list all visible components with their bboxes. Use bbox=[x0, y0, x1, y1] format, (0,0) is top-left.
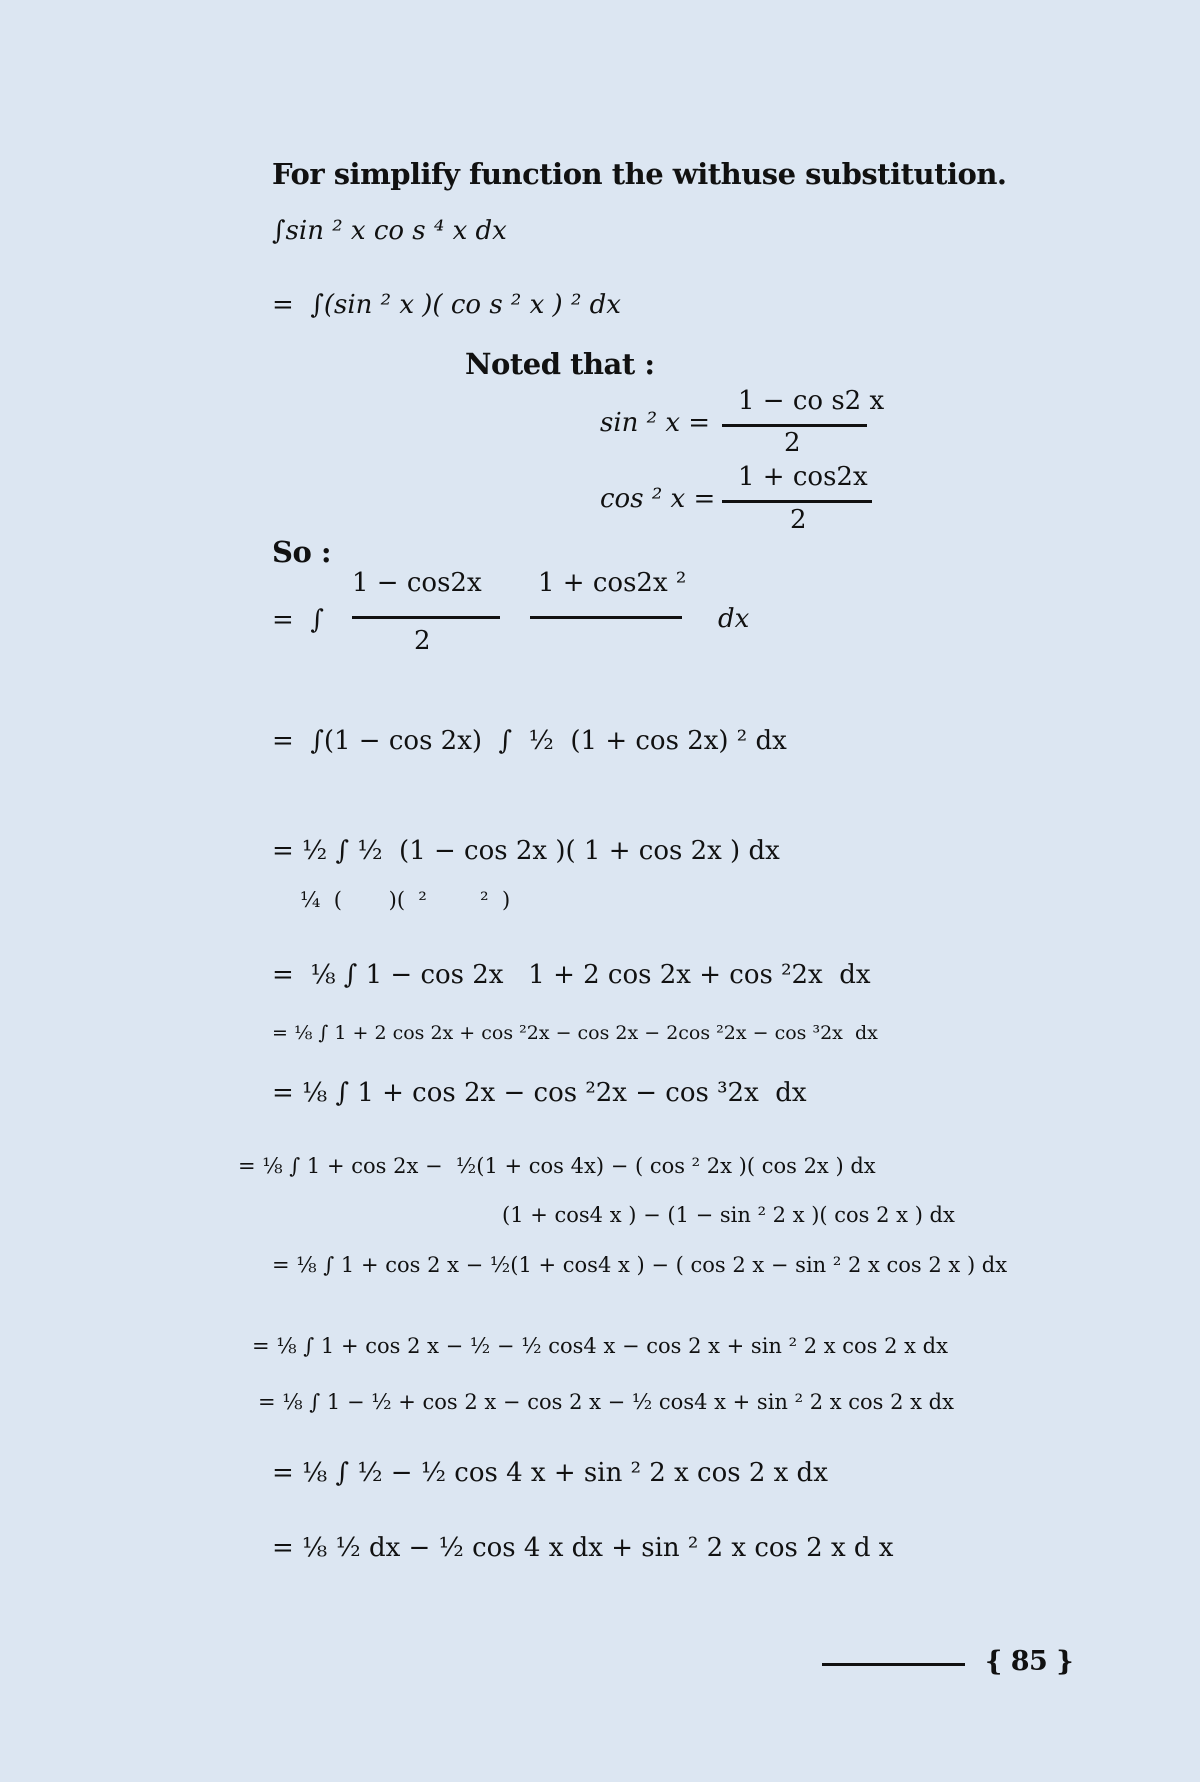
step10: = ⅛ ∫ 1 − ½ + cos 2 x − cos 2 x − ½ cos4 x + sin ² 2 x cos 2 x dx bbox=[258, 1390, 954, 1414]
page-number: { 85 } bbox=[985, 1646, 1074, 1677]
identity-sin-numerator: 1 − co s2 x bbox=[738, 386, 885, 416]
fraction-bar bbox=[722, 424, 867, 427]
fraction-bar bbox=[352, 616, 500, 619]
step7-continued: (1 + cos4 x ) − (1 − sin ² 2 x )( cos 2 x ) dx bbox=[502, 1203, 955, 1227]
step4: = ⅛ ∫ 1 − cos 2x 1 + 2 cos 2x + cos ²2x dx bbox=[272, 960, 871, 990]
heading: For simplify function the withuse substitution. bbox=[272, 157, 1007, 191]
step7: = ⅛ ∫ 1 + cos 2x − ½(1 + cos 4x) − ( cos ² 2x )( cos 2x ) dx bbox=[238, 1154, 876, 1178]
step6: = ⅛ ∫ 1 + cos 2x − cos ²2x − cos ³2x dx bbox=[272, 1078, 807, 1108]
step1-numerator-a: 1 − cos2x bbox=[352, 568, 482, 598]
step1-dx: dx bbox=[718, 604, 750, 634]
identity-sin-denominator: 2 bbox=[784, 428, 801, 458]
step11: = ⅛ ∫ ½ − ½ cos 4 x + sin ² 2 x cos 2 x dx bbox=[272, 1458, 828, 1488]
identity-sin-lhs: sin ² x = bbox=[600, 408, 711, 438]
expr-rewritten: = ∫(sin ² x )( co s ² x ) ² dx bbox=[272, 290, 621, 320]
step9: = ⅛ ∫ 1 + cos 2 x − ½ − ½ cos4 x − cos 2 x + sin ² 2 x cos 2 x dx bbox=[252, 1334, 948, 1358]
step2: = ∫(1 − cos 2x) ∫ ½ (1 + cos 2x) ² dx bbox=[272, 726, 787, 756]
fraction-bar bbox=[530, 616, 682, 619]
step8: = ⅛ ∫ 1 + cos 2 x − ½(1 + cos4 x ) − ( cos 2 x − sin ² 2 x cos 2 x ) dx bbox=[272, 1253, 1008, 1277]
step3: = ½ ∫ ½ (1 − cos 2x )( 1 + cos 2x ) dx bbox=[272, 836, 780, 866]
step1-denominator: 2 bbox=[414, 626, 431, 656]
identity-cos-lhs: cos ² x = bbox=[600, 484, 716, 514]
step5: = ⅛ ∫ 1 + 2 cos 2x + cos ²2x − cos 2x − 2cos ²2x − cos ³2x dx bbox=[272, 1022, 878, 1044]
step12: = ⅛ ½ dx − ½ cos 4 x dx + sin ² 2 x cos 2 x d x bbox=[272, 1533, 894, 1563]
identity-cos-denominator: 2 bbox=[790, 505, 807, 535]
footer-rule bbox=[822, 1663, 965, 1666]
step1-numerator-b: 1 + cos2x ² bbox=[538, 568, 687, 598]
fraction-bar bbox=[722, 500, 872, 503]
step3-continued: ¼ ( )( ² ² ) bbox=[300, 888, 511, 912]
expr-integral-original: ∫sin ² x co s ⁴ x dx bbox=[272, 216, 507, 246]
step1-equals-integral: = ∫ bbox=[272, 605, 324, 635]
identity-cos-numerator: 1 + cos2x bbox=[738, 462, 868, 492]
noted-label: Noted that : bbox=[465, 347, 655, 381]
so-label: So : bbox=[272, 535, 332, 569]
